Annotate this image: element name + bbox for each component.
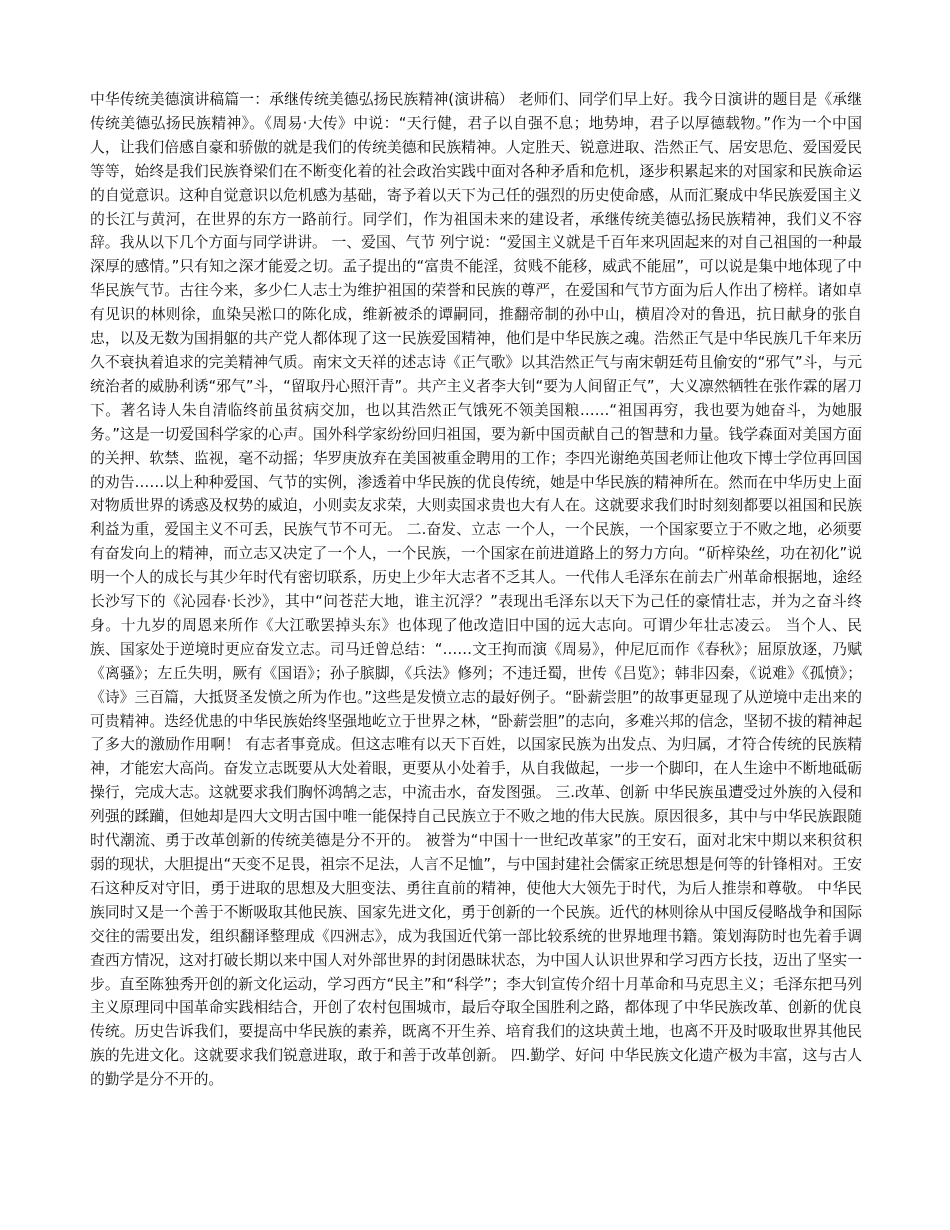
- document-page: [90, 88, 862, 1092]
- body-text: 中华传统美德演讲稿篇一：承继传统美德弘扬民族精神(演讲稿） 老师们、同学们早上好。我今日演讲的题目是《承继传统美德弘扬民族精神》。《周易·大传》中说：“天行健，君子以自强不息；地势坤，君子以厚德载物。”作为一个中国人，让我们倍感自豪和骄傲的就是我们的传统美德和民族精神。人定胜天、锐意进取、浩然正气、居安思危、爱国爱民等等，始终是我们民族脊梁们在不断变化着的社会政治实践中面对各种矛盾和危机，逐步积累起来的对国家和民族命运的自觉意识。这种自觉意识以危机感为基础，寄予着以天下为己任的强烈的历史使命感，从而汇聚成中华民族爱国主义的长江与黄河，在世界的东方一路前行。同学们，作为祖国未来的建设者，承继传统美德弘扬民族精神，我们义不容辞。我从以下几个方面与同学讲讲。 一、爱国、气节 列宁说：“爱国主义就是千百年来巩固起来的对自己祖国的一种最深厚的感情。”只有知之深才能爱之切。孟子提出的“富贵不能淫，贫贱不能移，威武不能屈”，可以说是集中地体现了中华民族气节。古往今来，多少仁人志士为维护祖国的荣誉和民族的尊严，在爱国和气节方面为后人作出了榜样。诸如卓有见识的林则徐，血染吴淞口的陈化成，维新被杀的谭嗣同，推翻帝制的孙中山，横眉冷对的鲁迅，抗日献身的张自忠，以及无数为国捐躯的共产党人都体现了这一民族爱国精神，他们是中华民族之魂。浩然正气是中华民族几千年来历久不衰执着追求的完美精神气质。南宋文天祥的述志诗《正气歌》以其浩然正气与南宋朝廷苟且偷安的“邪气”斗，与元统治者的威胁利诱“邪气”斗，“留取丹心照汗青”。共产主义者李大钊“要为人间留正气”，大义凛然牺牲在张作霖的屠刀下。著名诗人朱自清临终前虽贫病交加，也以其浩然正气饿死不领美国粮……“祖国再穷，我也要为她奋斗，为她服务。”这是一切爱国科学家的心声。国外科学家纷纷回归祖国，要为新中国贡献自己的智慧和力量。钱学森面对美国方面的关押、软禁、监视，毫不动摇；华罗庚放弃在美国被重金聘用的工作；李四光谢绝英国老师让他攻下博士学位再回国的劝告……以上种种爱国、气节的实例，渗透着中华民族的优良传统，她是中华民族的精神所在。然而在中华历史上面对物质世界的诱惑及权势的威迫，小则卖友求荣，大则卖国求贵也大有人在。这就要求我们时时刻刻都要以祖国和民族利益为重，爱国主义不可丢，民族气节不可无。 二.奋发、立志 一个人，一个民族，一个国家要立于不败之地，必须要有奋发向上的精神，而立志又决定了一个人，一个民族，一个国家在前进道路上的努力方向。“斫梓染丝，功在初化”说明一个人的成长与其少年时代有密切联系，历史上少年大志者不乏其人。一代伟人毛泽东在前去广州革命根据地，途经长沙写下的《沁园春·长沙》，其中“问苍茫大地，谁主沉浮？”表现出毛泽东以天下为己任的豪情壮志，并为之奋斗终身。十九岁的周恩来所作《大江歌罢掉头东》也体现了他改造旧中国的远大志向。可谓少年壮志凌云。 当个人、民族、国家处于逆境时更应奋发立志。司马迁曾总结：“……文王拘而演《周易》，仲尼厄而作《春秋》；屈原放逐，乃赋《离骚》；左丘失明，厥有《国语》；孙子膑脚，《兵法》修列；不违迁蜀，世传《吕览》；韩非囚秦，《说难》《孤愤》；《诗》三百篇，大抵贤圣发愤之所为作也。”这些是发愤立志的最好例子。“卧薪尝胆”的故事更显现了从逆境中走出来的可贵精神。迭经优患的中华民族始终坚强地屹立于世界之林，“卧薪尝胆”的志向，多难兴邦的信念，坚韧不拔的精神起了多大的激励作用啊！ 有志者事竟成。但这志唯有以天下百姓，以国家民族为出发点、为归属，才符合传统的民族精神，才能宏大高尚。奋发立志既要从大处着眼，更要从小处着手，从自我做起，一步一个脚印，在人生途中不断地砥砺操行，完成大志。这就要求我们胸怀鸿鹄之志，中流击水，奋发图强。 三.改革、创新 中华民族虽遭受过外族的入侵和列强的蹂躏，但她却是四大文明古国中唯一能保持自己民族立于不败之地的伟大民族。原因很多，其中与中华民族跟随时代潮流、勇于改革创新的传统美德是分不开的。 被誉为“中国十一世纪改革家”的王安石，面对北宋中期以来积贫积弱的现状，大胆提出“天变不足畏，祖宗不足法，人言不足恤”，与中国封建社会儒家正统思想是何等的针锋相对。王安石这种反对守旧，勇于进取的思想及大胆变法、勇往直前的精神，使他大大领先于时代，为后人推崇和尊敬。 中华民族同时又是一个善于不断吸取其他民族、国家先进文化，勇于创新的一个民族。近代的林则徐从中国反侵略战争和国际交往的需要出发，组织翻译整理成《四洲志》，成为我国近代第一部比较系统的世界地理书籍。策划海防时也先着手调查西方情况，这对打破长期以来中国人对外部世界的封闭愚昧状态，为中国人认识世界和学习西方长技，迈出了坚实一步。直至陈独秀开创的新文化运动，学习西方“民主”和“科学”；李大钊宣传介绍十月革命和马克思主义；毛泽东把马列主义原理同中国革命实践相结合，开创了农村包围城市，最后夺取全国胜利之路，都体现了中华民族改革、创新的优良传统。历史告诉我们，要提高中华民族的素养，既离不开生养、培育我们的这块黄土地，也离不开及时吸取世界其他民族的先进文化。这就要求我们锐意进取，敢于和善于改革创新。 四.勤学、好问 中华民族文化遗产极为丰富，这与古人的勤学是分不开的。: [90, 91, 862, 1089]
